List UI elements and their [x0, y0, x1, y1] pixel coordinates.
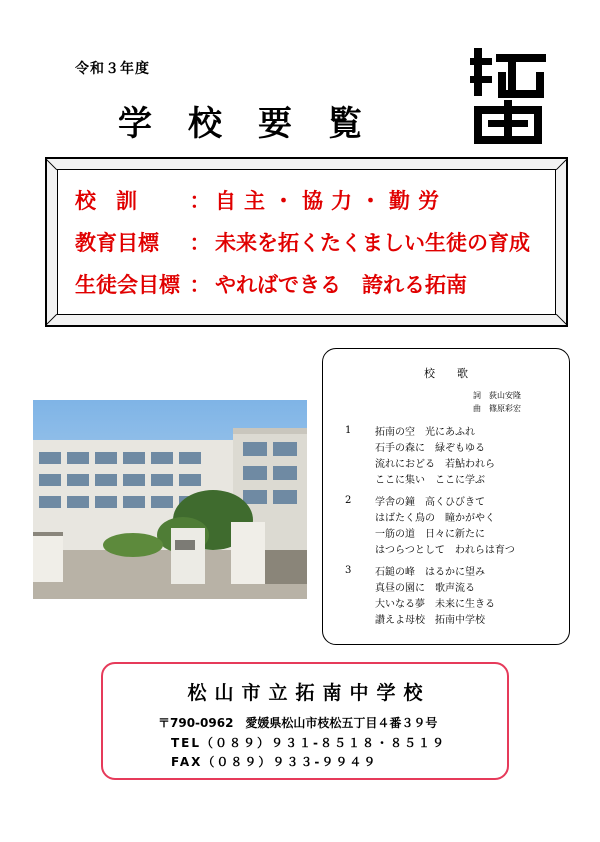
verse-line: 讃えよ母校 拓南中学校 — [375, 615, 485, 626]
verse-line: ここに集い ここに学ぶ — [375, 475, 485, 486]
verse-number: 2 — [345, 495, 352, 506]
motto-colon: ： — [189, 231, 211, 255]
motto-row-student-council-goal — [75, 269, 467, 299]
motto-value: 自主・協力・勤労 — [215, 189, 447, 213]
verse-number: 3 — [345, 565, 352, 576]
verse-line: 大いなる夢 未来に生きる — [375, 599, 495, 610]
motto-panel — [45, 157, 568, 327]
motto-label: 校訓 — [75, 189, 157, 213]
motto-label: 生徒会目標 — [75, 273, 180, 297]
telephone-number: TEL（０８９）９３１-８５１８・８５１９ — [171, 736, 447, 750]
school-song-box — [322, 348, 570, 645]
school-building-photo — [33, 400, 307, 599]
motto-row-educational-goal — [75, 227, 530, 257]
motto-value: やればできる 誇れる拓南 — [215, 273, 467, 297]
motto-value: 未来を拓くたくましい生徒の育成 — [215, 231, 530, 255]
fax-number: FAX（０８９）９３３-９９４９ — [171, 755, 378, 769]
verse-line: はばたく鳥の 瞳かがやく — [375, 513, 495, 524]
verse-line: 学舎の鐘 高くひびきて — [375, 497, 485, 508]
school-emblem-icon — [470, 48, 546, 146]
school-info-box — [101, 662, 509, 780]
music-credit: 曲 篠原彩宏 — [473, 404, 521, 413]
verse-number: 1 — [345, 425, 352, 436]
verse-line: 真昼の園に 歌声流る — [375, 583, 475, 594]
verse-line: 一筋の道 日々に新たに — [375, 529, 485, 540]
document-title: 学校要覧 — [118, 104, 398, 144]
motto-label: 教育目標 — [75, 231, 159, 255]
verse-line: 流れにおどる 若鮎われら — [375, 459, 495, 470]
verse-line: 石鎚の峰 はるかに望み — [375, 567, 485, 578]
motto-colon: ： — [189, 273, 211, 297]
verse-line: はつらつとして われらは育つ — [375, 545, 515, 556]
motto-row-school-motto — [75, 185, 447, 215]
school-song-title: 校歌 — [424, 367, 490, 380]
verse-line: 拓南の空 光にあふれ — [375, 427, 475, 438]
school-address: 〒790-0962 愛媛県松山市枝松五丁目４番３９号 — [158, 716, 438, 730]
fiscal-year: 令和３年度 — [75, 61, 150, 77]
school-name: 松山市立拓南中学校 — [187, 682, 431, 704]
motto-colon: ： — [189, 189, 211, 213]
verse-line: 石手の森に 緑ぞもゆる — [375, 443, 485, 454]
lyrics-credit: 詞 荻山安隆 — [473, 391, 521, 400]
